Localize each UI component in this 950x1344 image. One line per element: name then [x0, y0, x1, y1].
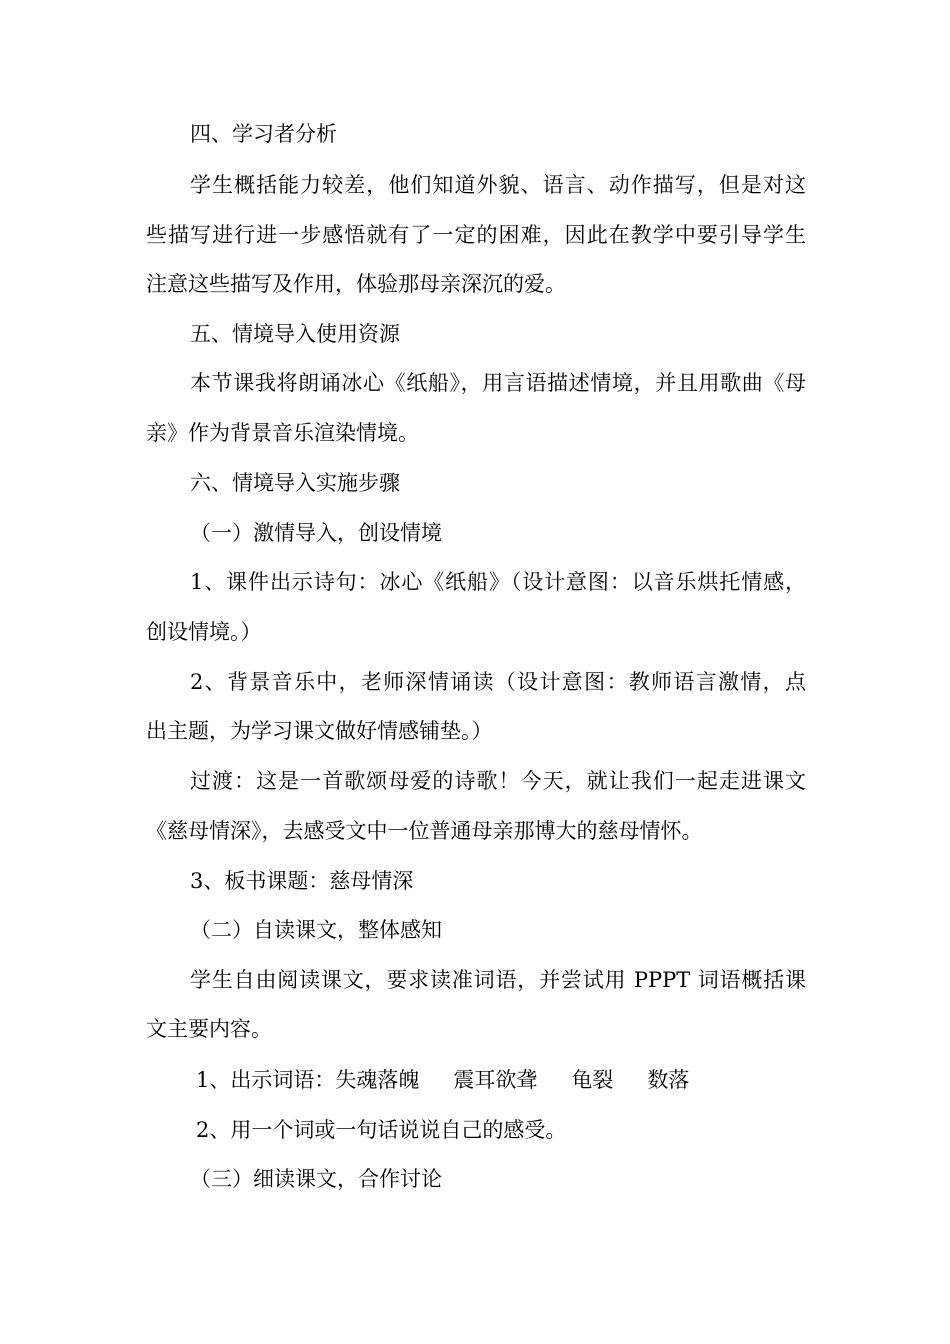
- paragraph-line: 创设情境。）: [146, 620, 262, 644]
- paragraph-line: 注意这些描写及作用，体验那母亲深沉的爱。: [146, 272, 566, 296]
- subsection-heading: （二）自读课文，整体感知: [190, 918, 442, 942]
- vocabulary-prefix: 1、出示词语：: [196, 1068, 336, 1092]
- paragraph-line: 本节课我将朗诵冰心《纸船》，用言语描述情境，并且用歌曲《母: [190, 371, 806, 395]
- paragraph-line: 些描写进行进一步感悟就有了一定的困难，因此在教学中要引导学生: [146, 223, 806, 247]
- vocabulary-word: 失魂落魄: [335, 1068, 420, 1092]
- paragraph-line: 学生自由阅读课文，要求读准词语，并尝试用 PPPT 词语概括课: [190, 968, 806, 992]
- subsection-heading: （一）激情导入，创设情境: [190, 521, 442, 545]
- paragraph-line: 《慈母情深》，去感受文中一位普通母亲那博大的慈母情怀。: [146, 819, 703, 843]
- paragraph-line: 3、板书课题：慈母情深: [190, 869, 414, 893]
- subsection-heading: （三）细读课文，合作讨论: [190, 1167, 442, 1191]
- section-heading-learner-analysis: 四、学习者分析: [190, 122, 337, 146]
- paragraph-line: 2、用一个词或一句话说说自己的感受。: [196, 1118, 567, 1142]
- paragraph-line: 出主题，为学习课文做好情感铺垫。）: [146, 719, 493, 743]
- section-heading-steps: 六、情境导入实施步骤: [190, 471, 400, 495]
- paragraph-line: 亲》作为背景音乐渲染情境。: [146, 421, 419, 445]
- vocabulary-word: 数落: [647, 1068, 690, 1092]
- vocabulary-line: [196, 1065, 856, 1095]
- paragraph-line: 学生概括能力较差，他们知道外貌、语言、动作描写，但是对这: [190, 173, 806, 197]
- paragraph-line: 1、课件出示诗句：冰心《纸船》（设计意图：以音乐烘托情感，: [190, 570, 806, 594]
- paragraph-line: 过渡：这是一首歌颂母爱的诗歌！今天，就让我们一起走进课文: [190, 769, 806, 793]
- paragraph-line: 2、背景音乐中，老师深情诵读（设计意图：教师语言激情，点: [190, 670, 806, 694]
- paragraph-line: 文主要内容。: [146, 1017, 272, 1041]
- vocabulary-word: 龟裂: [571, 1068, 614, 1092]
- vocabulary-word: 震耳欲聋: [453, 1068, 538, 1092]
- section-heading-resources: 五、情境导入使用资源: [190, 322, 400, 346]
